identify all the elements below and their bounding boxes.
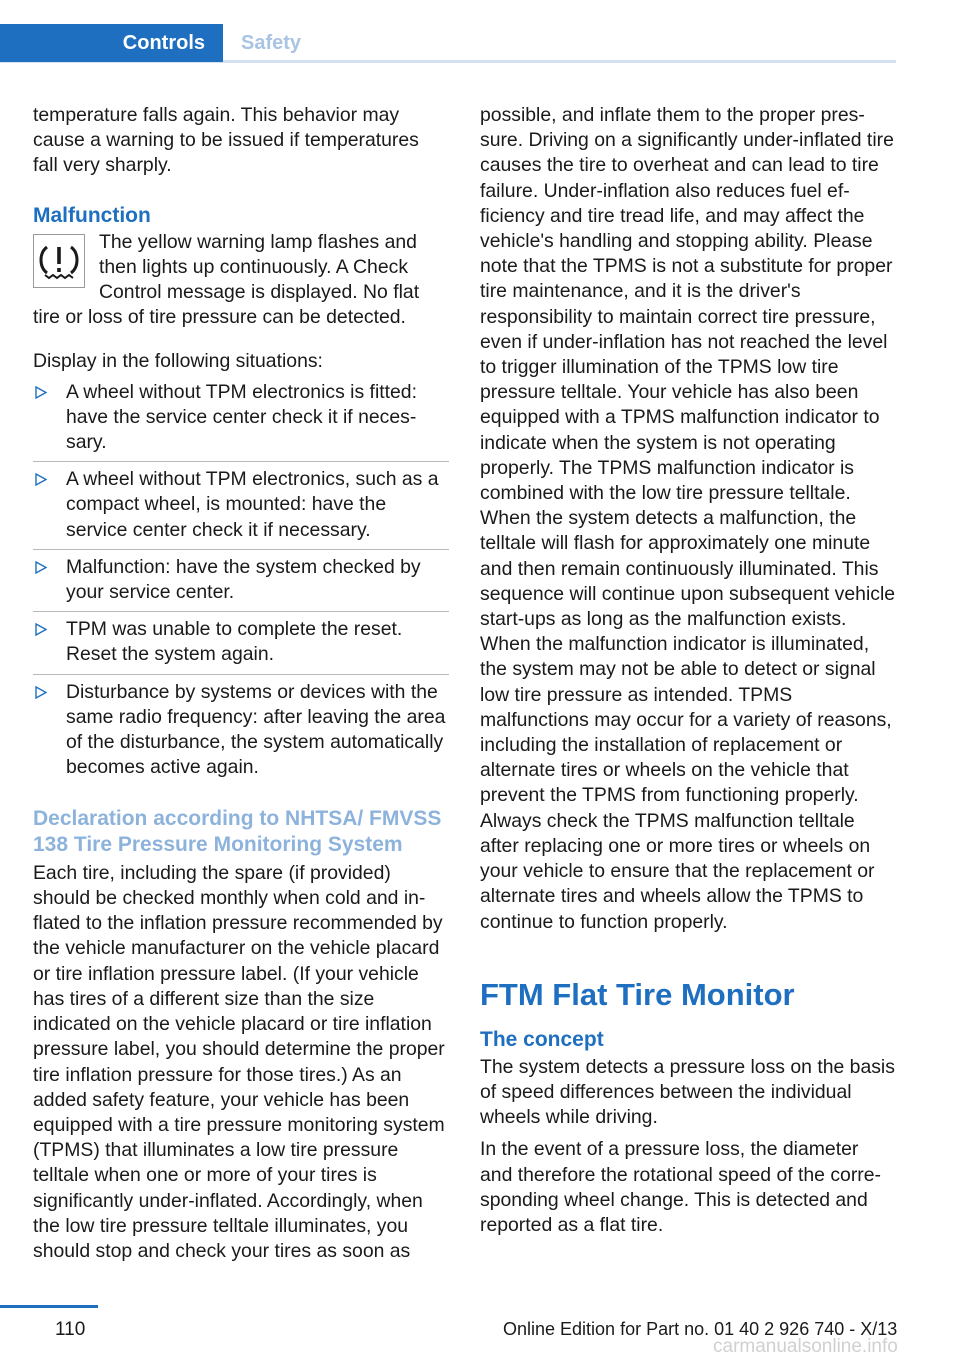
page-number: 110 [55, 1319, 86, 1340]
footer-rule [0, 1305, 98, 1308]
header-tabs [0, 0, 896, 64]
online-edition-label: Online Edition for Part no. 01 40 2 926 740 - X/13 [503, 1319, 898, 1339]
list-item: TPM was unable to complete the reset. Reset the system again. [33, 612, 449, 674]
malfunction-block [33, 230, 449, 331]
display-intro: Display in the following situations: [33, 350, 323, 373]
bullet-triangle-icon [35, 561, 47, 574]
malfunction-text: The yellow warning lamp flashes and then lights up continuously. A Check Control message is displayed. No flat tire or loss of tire pressure can be detected. [33, 230, 420, 329]
concept-text-1: The system detects a pressure loss on the basis of speed differences between the individual wheels while driving. [480, 1055, 895, 1129]
left-column [33, 103, 449, 1264]
bullet-triangle-icon [35, 473, 47, 486]
bullet-triangle-icon [35, 386, 47, 399]
nhtsa-heading: Declaration according to NHTSA/ FMVSS 138 Tire Pressure Monitoring System [33, 807, 442, 856]
tab-controls[interactable]: Controls [0, 24, 223, 62]
watermark: carmanualsonline.info [713, 1336, 898, 1357]
bullet-triangle-icon [35, 686, 47, 699]
tire-pressure-warning-icon [33, 234, 85, 288]
list-item: A wheel without TPM electronics is fitted: have the service center check it if necessary. [33, 375, 449, 463]
list-item: A wheel without TPM electronics, such as a compact wheel, is mounted: have the service center check it if necessary. [33, 462, 449, 550]
concept-text-2: In the event of a pressure loss, the diameter and therefore the rotational speed of the corresponding wheel change. This is detected and reported as a flat tire. [480, 1138, 882, 1236]
right-column [480, 103, 896, 1238]
situation-list [33, 375, 449, 787]
bullet-triangle-icon [35, 623, 47, 636]
ftm-heading: FTM Flat Tire Monitor [480, 976, 795, 1012]
list-item: Malfunction: have the system checked by your service center. [33, 550, 449, 612]
list-item: Disturbance by systems or devices with the same radio frequency: after leaving the area of the disturbance, the system automatically becomes active again. [33, 675, 449, 787]
nhtsa-text: Each tire, including the spare (if provided) should be checked monthly when cold and inflated to the inflation pressure recommended by the vehicle manufacturer on the vehicle placard or tire inflation pressure label. (If your vehicle has tires of a different size than the size indicated on the vehicle placard or tire inflation pressure label, you should determine the proper tire inflation pressure for those tires.) As an added safety feature, your vehicle has been equipped with a tire pressure monitoring system (TPMS) that illuminates a low tire pressure telltale when one or more of your tires is significantly under-inflated. Accordingly, when the low tire pressure telltale illuminates, you should stop and check your tires as soon as [33, 861, 445, 1262]
tpms-continued-text: possible, and inflate them to the proper pressure. Driving on a significantly under-inflated tire causes the tire to overheat and can lead to tire failure. Under-inflation also reduces fuel efficiency and tire tread life, and may affect the vehicle's handling and stopping ability. Please note that the TPMS is not a substitute for proper tire maintenance, and it is the driver's responsibility to maintain correct tire pressure, even if under-inflation has not reached the level to trigger illumination of the TPMS low tire pressure telltale. Your vehicle has also been equipped with a TPMS malfunction indicator to indicate when the system is not operating properly. The TPMS malfunction indicator is combined with the low tire pressure telltale. When the system detects a malfunction, the telltale will flash for approximately one minute and then remain continuously illuminated. This sequence will continue upon subsequent vehicle start-ups as long as the malfunction exists. When the malfunction indicator is illuminated, the system may not be able to detect or signal low tire pressure as intended. TPMS malfunctions may occur for a variety of reasons, including the installation of replacement or alternate tires or wheels on the vehicle that prevent the TPMS from functioning properly. Always check the TPMS malfunction telltale after replacing one or more tires or wheels on your vehicle to ensure that the replacement or alternate tires and wheels allow the TPMS to continue to function properly. [480, 104, 896, 933]
paragraph: temperature falls again. This behavior may cause a warning to be issued if temperatures fall very sharply. [33, 104, 419, 177]
malfunction-heading: Malfunction [33, 203, 151, 227]
concept-heading: The concept [480, 1027, 604, 1051]
tab-safety[interactable]: Safety [241, 31, 302, 54]
